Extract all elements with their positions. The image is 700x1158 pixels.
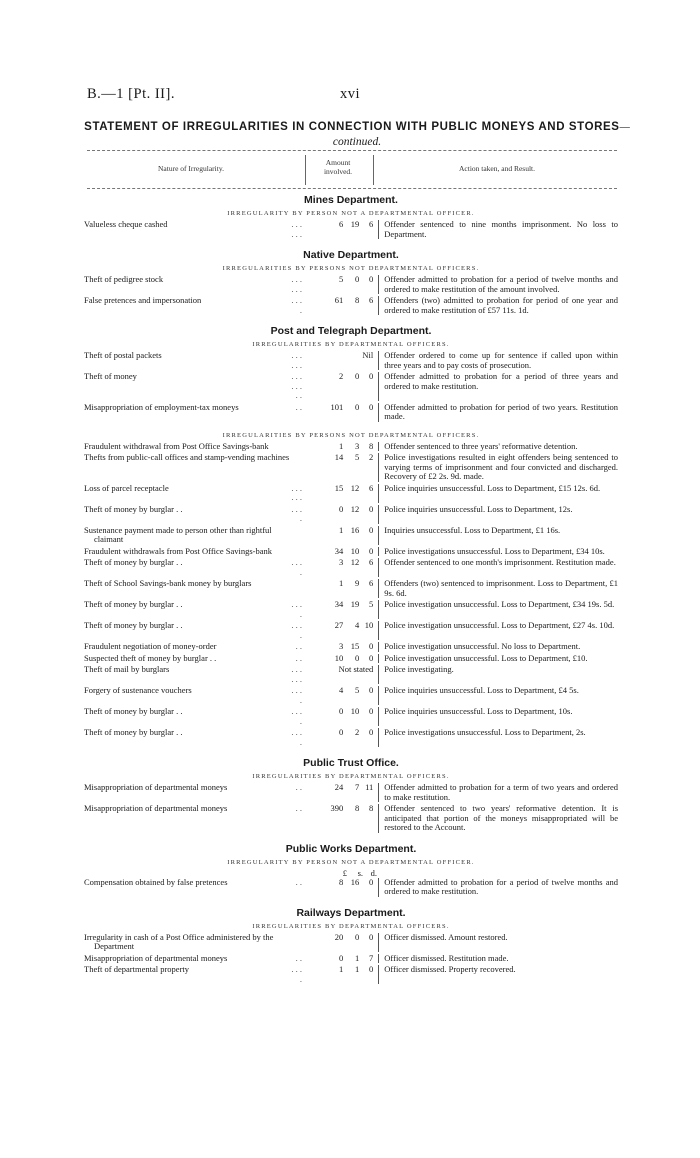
pence-unit: d. bbox=[370, 867, 377, 878]
amount-pounds: 101 bbox=[330, 401, 344, 412]
statement-body bbox=[84, 194, 618, 986]
amount-involved bbox=[302, 442, 379, 452]
irregularity-nature: Theft of mail by burglars bbox=[84, 664, 170, 674]
amount-pounds: 15 bbox=[334, 482, 344, 493]
amount-pence: 0 bbox=[369, 652, 374, 663]
table-row bbox=[84, 558, 618, 577]
leader-dots: . . bbox=[295, 401, 302, 412]
amount-shillings: 19 bbox=[350, 599, 360, 609]
leader-dots: . . . . bbox=[291, 727, 302, 747]
action-result: Police investigation unsuccessful. Loss to Department, £27 4s. 10d. bbox=[384, 620, 615, 630]
amount-pence: 6 bbox=[369, 557, 374, 567]
amount-pounds: 2 bbox=[339, 371, 344, 381]
action-result: Offender admitted to probation for period of two years. Restitution made. bbox=[384, 401, 619, 421]
amount-shillings: 3 bbox=[355, 440, 360, 451]
amount-involved bbox=[302, 654, 379, 664]
action-result: Officer dismissed. Restitution made. bbox=[384, 952, 509, 963]
amount-pounds: 4 bbox=[339, 685, 344, 695]
amount-shillings: 10 bbox=[350, 706, 360, 716]
amount-shillings: 12 bbox=[350, 503, 360, 514]
amount-pounds: 390 bbox=[330, 803, 344, 813]
amount-shillings: 19 bbox=[350, 219, 360, 229]
department-heading: Public Works Department. bbox=[285, 842, 417, 855]
amount-involved bbox=[302, 526, 379, 545]
leader-dots: . . . . bbox=[291, 295, 302, 315]
department-heading: Post and Telegraph Department. bbox=[270, 325, 432, 337]
header-divider bbox=[373, 155, 374, 185]
amount-pence: 0 bbox=[369, 685, 374, 695]
amount-pence: 8 bbox=[369, 803, 374, 813]
amount-pence: 10 bbox=[364, 620, 374, 630]
amount-involved bbox=[302, 296, 379, 315]
irregularity-nature: Theft of money by burglar . . bbox=[84, 620, 183, 630]
leader-dots bbox=[290, 547, 302, 557]
amount-shillings: 0 bbox=[355, 931, 360, 942]
amount-pence: 6 bbox=[369, 578, 374, 588]
amount-pounds: 8 bbox=[339, 876, 344, 887]
action-result: Police inquiries unsuccessful. Loss to Department, 12s. bbox=[384, 503, 573, 514]
amount-involved bbox=[302, 484, 379, 503]
leader-dots: . . . . . . bbox=[291, 219, 302, 239]
table-row bbox=[84, 526, 618, 545]
leader-dots bbox=[290, 579, 302, 598]
amount-involved bbox=[302, 965, 379, 984]
amount-involved bbox=[302, 728, 379, 747]
table-row bbox=[84, 351, 618, 370]
action-result: Offender sentenced to one month's imprisonment. Restitution made. bbox=[384, 557, 616, 567]
table-row bbox=[84, 654, 618, 664]
table-row bbox=[84, 547, 618, 557]
amount-shillings: 4 bbox=[355, 620, 360, 630]
irregularity-nature: False pretences and impersonation bbox=[84, 295, 202, 305]
section-spacer bbox=[84, 317, 618, 325]
table-row bbox=[84, 484, 618, 503]
irregularity-nature: Theft of departmental property bbox=[84, 964, 190, 974]
irregularity-nature: Theft of money by burglar . . bbox=[84, 706, 183, 716]
table-row bbox=[84, 954, 618, 964]
action-result: Officer dismissed. Property recovered. bbox=[384, 964, 516, 974]
amount-pence: 6 bbox=[369, 295, 374, 305]
section-spacer bbox=[84, 241, 618, 249]
leader-dots: . . bbox=[295, 952, 302, 963]
page-number: xvi bbox=[340, 86, 361, 102]
leader-dots: . . . . bbox=[291, 557, 302, 577]
action-result: Offender sentenced to three years' reformative detention. bbox=[384, 440, 578, 451]
action-result: Offender ordered to come up for sentence if called upon within three years and to pay costs of prosecution. bbox=[384, 350, 619, 370]
amount-involved bbox=[302, 579, 379, 598]
leader-dots: . . . . bbox=[291, 706, 302, 726]
leader-dots bbox=[290, 526, 302, 545]
table-row bbox=[84, 665, 618, 684]
table-row bbox=[84, 453, 618, 482]
irregularity-nature: Theft of money bbox=[84, 371, 137, 381]
amount-shillings: 7 bbox=[355, 782, 360, 792]
table-row bbox=[84, 707, 618, 726]
action-result: Offender admitted to probation for a period of twelve months and ordered to make restitution. bbox=[384, 876, 619, 896]
amount-pence: 0 bbox=[369, 931, 374, 942]
amount-pounds: 24 bbox=[334, 782, 344, 792]
irregularity-nature: Thefts from public-call offices and stamp-vending machines bbox=[84, 452, 290, 462]
amount-involved bbox=[302, 642, 379, 652]
action-result: Offender admitted to probation for a term of two years and ordered to make restitution. bbox=[384, 782, 619, 802]
amount-pence: 0 bbox=[369, 727, 374, 737]
amount-pounds: 0 bbox=[339, 727, 344, 737]
amount-involved bbox=[302, 600, 379, 619]
table-row bbox=[84, 275, 618, 294]
amount-involved bbox=[302, 505, 379, 524]
department-heading: Native Department. bbox=[303, 249, 399, 261]
amount-involved bbox=[302, 558, 379, 577]
action-result: Police investigating. bbox=[384, 664, 454, 674]
statement-title bbox=[82, 120, 632, 150]
column-header-amount-line2: involved. bbox=[323, 167, 353, 176]
irregularity-nature: Fraudulent withdrawal from Post Office Savings-bank bbox=[84, 440, 269, 451]
amount-pounds: 5 bbox=[339, 274, 344, 284]
action-result: Offenders (two) sentenced to imprisonment. Loss to Department, £1 9s. 6d. bbox=[384, 578, 619, 598]
irregularity-nature: Forgery of sustenance vouchers bbox=[84, 685, 192, 695]
leader-dots: . . bbox=[295, 782, 302, 792]
action-result: Inquiries unsuccessful. Loss to Department, £1 16s. bbox=[384, 524, 561, 535]
group-heading: IRREGULARITIES BY DEPARTMENTAL OFFICERS. bbox=[252, 341, 450, 348]
action-result: Offender admitted to probation for a period of twelve months and ordered to make restitution of the amount involved. bbox=[384, 274, 619, 294]
table-row bbox=[84, 804, 618, 833]
amount-pounds: 0 bbox=[339, 706, 344, 716]
table-row bbox=[84, 642, 618, 652]
group-heading: IRREGULARITIES BY DEPARTMENTAL OFFICERS. bbox=[252, 922, 450, 930]
leader-dots: . . . . bbox=[291, 599, 302, 619]
leader-dots bbox=[290, 442, 302, 452]
amount-pounds: 1 bbox=[339, 440, 344, 451]
leader-dots: . . bbox=[295, 876, 302, 887]
amount-involved bbox=[302, 621, 379, 640]
action-result: Police investigation unsuccessful. Loss to Department, £10. bbox=[384, 652, 588, 663]
action-result: Police inquiries unsuccessful. Loss to Department, £15 12s. 6d. bbox=[384, 482, 601, 493]
page-reference: B.—1 [Pt. II]. bbox=[87, 86, 175, 102]
table-row bbox=[84, 965, 618, 984]
amount-shillings: 0 bbox=[355, 274, 360, 284]
amount-pounds: 10 bbox=[334, 652, 344, 663]
group-heading: IRREGULARITY BY PERSON NOT A DEPARTMENTAL OFFICER. bbox=[227, 210, 475, 217]
action-result: Offender admitted to probation for a period of three years and ordered to make restitution. bbox=[384, 371, 619, 391]
leader-dots: . . . . . . bbox=[291, 274, 302, 294]
leader-dots: . . bbox=[295, 641, 302, 651]
table-row bbox=[84, 403, 618, 422]
group-heading: IRREGULARITIES BY DEPARTMENTAL OFFICERS. bbox=[252, 773, 450, 780]
amount-pence: 0 bbox=[369, 706, 374, 716]
amount-pence: 6 bbox=[369, 219, 374, 229]
amount-shillings: 12 bbox=[350, 482, 360, 493]
action-result: Police investigation unsuccessful. No loss to Department. bbox=[384, 641, 581, 651]
leader-dots: . . bbox=[295, 803, 302, 813]
amount-pounds: 20 bbox=[334, 931, 344, 942]
leader-dots: . . bbox=[295, 652, 302, 663]
amount-involved bbox=[302, 275, 379, 294]
amount-involved bbox=[302, 707, 379, 726]
column-header-amount-line1: Amount bbox=[325, 158, 351, 167]
header-bottom-rule bbox=[87, 188, 617, 189]
table-row bbox=[84, 505, 618, 524]
amount-shillings: 15 bbox=[350, 641, 360, 651]
group-spacer bbox=[84, 424, 618, 432]
irregularity-nature: Misappropriation of departmental moneys bbox=[84, 952, 228, 963]
leader-dots: . . . . . . bbox=[291, 350, 302, 370]
amount-involved bbox=[302, 878, 379, 897]
leader-dots: . . . . bbox=[291, 503, 302, 523]
amount-shillings: 0 bbox=[355, 371, 360, 381]
leader-dots: . . . . . . bbox=[291, 482, 302, 502]
table-header bbox=[87, 150, 617, 190]
column-header-action: Action taken, and Result. bbox=[458, 164, 536, 173]
table-row bbox=[84, 600, 618, 619]
amount-text: Nil bbox=[362, 350, 374, 360]
department-heading: Railways Department. bbox=[296, 906, 406, 919]
action-result: Police investigations unsuccessful. Loss to Department, £34 10s. bbox=[384, 545, 605, 556]
shillings-unit: s. bbox=[357, 867, 363, 878]
irregularity-nature: Valueless cheque cashed bbox=[84, 219, 168, 229]
amount-pence: 0 bbox=[369, 641, 374, 651]
amount-pence: 7 bbox=[369, 952, 374, 963]
table-row bbox=[84, 579, 618, 598]
amount-involved bbox=[302, 665, 379, 684]
amount-shillings: 16 bbox=[350, 524, 360, 535]
amount-shillings: 5 bbox=[355, 452, 360, 462]
irregularity-nature: Theft of postal packets bbox=[84, 350, 162, 360]
table-row bbox=[84, 878, 618, 897]
irregularity-nature: Fraudulent withdrawals from Post Office Savings-bank bbox=[84, 545, 272, 556]
irregularity-nature: Misappropriation of departmental moneys bbox=[84, 782, 228, 792]
group-heading: IRREGULARITIES BY PERSONS NOT DEPARTMENTAL OFFICERS. bbox=[222, 431, 480, 439]
table-row bbox=[84, 220, 618, 239]
table-row bbox=[84, 728, 618, 747]
department-heading: Public Trust Office. bbox=[303, 757, 399, 769]
action-result: Police investigations unsuccessful. Loss to Department, 2s. bbox=[384, 727, 586, 737]
irregularity-nature: Loss of parcel receptacle bbox=[84, 482, 169, 493]
irregularity-nature: Theft of money by burglar . . bbox=[84, 557, 183, 567]
table-row bbox=[84, 442, 618, 452]
amount-involved bbox=[302, 372, 379, 401]
irregularity-nature: Fraudulent negotiation of money-order bbox=[84, 641, 217, 651]
amount-pounds: 1 bbox=[339, 964, 344, 974]
amount-pounds: 34 bbox=[334, 545, 344, 556]
column-header-nature: Nature of Irregularity. bbox=[158, 164, 224, 173]
amount-involved bbox=[302, 804, 379, 833]
amount-pence: 0 bbox=[369, 876, 374, 887]
amount-pence: 0 bbox=[369, 545, 374, 556]
section-spacer bbox=[84, 899, 618, 907]
amount-pence: 6 bbox=[369, 482, 374, 493]
amount-pounds: 14 bbox=[334, 452, 344, 462]
irregularity-nature: Theft of money by burglar . . bbox=[84, 599, 183, 609]
action-result: Offender sentenced to two years' reformative detention. It is anticipated that portion of the moneys misappropriated will be restored to the Account. bbox=[384, 803, 619, 832]
amount-shillings: 10 bbox=[350, 545, 360, 556]
leader-dots: . . . . bbox=[291, 685, 302, 705]
amount-shillings: 9 bbox=[355, 578, 360, 588]
action-result: Offender sentenced to nine months imprisonment. No loss to Department. bbox=[384, 219, 619, 239]
amount-involved bbox=[302, 933, 379, 952]
amount-pence: 0 bbox=[369, 503, 374, 514]
action-result: Offenders (two) admitted to probation for period of one year and ordered to make restitution of £57 11s. 1d. bbox=[384, 295, 619, 315]
leader-dots: . . . . . . . . bbox=[291, 371, 302, 400]
amount-involved bbox=[302, 783, 379, 802]
amount-pence: 0 bbox=[369, 274, 374, 284]
amount-shillings: 0 bbox=[355, 401, 360, 412]
leader-dots: . . . . . . bbox=[291, 664, 302, 684]
amount-pence: 0 bbox=[369, 371, 374, 381]
irregularity-nature: Theft of pedigree stock bbox=[84, 274, 164, 284]
section-spacer bbox=[84, 749, 618, 757]
amount-shillings: 16 bbox=[350, 876, 360, 887]
table-row bbox=[84, 621, 618, 640]
leader-dots: . . . . bbox=[291, 964, 302, 984]
amount-pounds: 1 bbox=[339, 524, 344, 535]
amount-shillings: 8 bbox=[355, 295, 360, 305]
action-result: Police investigation unsuccessful. Loss to Department, £34 19s. 5d. bbox=[384, 599, 615, 609]
table-row bbox=[84, 783, 618, 802]
amount-pounds: 27 bbox=[334, 620, 344, 630]
amount-involved bbox=[302, 351, 379, 370]
amount-shillings: 2 bbox=[355, 727, 360, 737]
amount-pounds: 0 bbox=[339, 952, 344, 963]
irregularity-nature: Irregularity in cash of a Post Office administered by the Department bbox=[84, 931, 274, 951]
amount-pounds: 0 bbox=[339, 503, 344, 514]
amount-shillings: 0 bbox=[355, 652, 360, 663]
amount-shillings: 12 bbox=[350, 557, 360, 567]
amount-pence: 0 bbox=[369, 964, 374, 974]
amount-involved bbox=[302, 403, 379, 422]
amount-pounds: 6 bbox=[339, 219, 344, 229]
amount-pence: 11 bbox=[365, 782, 374, 792]
irregularity-nature: Misappropriation of employment-tax moneys bbox=[84, 401, 239, 412]
amount-shillings: 1 bbox=[355, 952, 360, 963]
table-row bbox=[84, 686, 618, 705]
statement-title-text: STATEMENT OF IRREGULARITIES IN CONNECTION WITH PUBLIC MONEYS AND STORES bbox=[84, 121, 620, 133]
amount-pounds: 34 bbox=[334, 599, 344, 609]
pounds-unit: £ bbox=[342, 867, 347, 878]
irregularity-nature: Suspected theft of money by burglar . . bbox=[84, 652, 217, 663]
action-result: Police inquiries unsuccessful. Loss to Department, £4 5s. bbox=[384, 685, 579, 695]
amount-involved bbox=[302, 453, 379, 482]
statement-title-suffix: —continued. bbox=[332, 121, 630, 148]
amount-shillings: 1 bbox=[355, 964, 360, 974]
irregularity-nature: Misappropriation of departmental moneys bbox=[84, 803, 228, 813]
amount-involved bbox=[302, 954, 379, 964]
amount-text: Not stated bbox=[338, 664, 374, 674]
action-result: Police investigations resulted in eight offenders being sentenced to varying terms of imprisonment and four convicted and discharged. Recovery of £2 2s. 9d. made. bbox=[384, 452, 619, 481]
leader-dots bbox=[290, 453, 302, 482]
table-row bbox=[84, 372, 618, 401]
leader-dots bbox=[290, 933, 302, 952]
amount-involved bbox=[302, 686, 379, 705]
irregularity-nature: Theft of School Savings-bank money by burglars bbox=[84, 578, 252, 588]
table-row bbox=[84, 296, 618, 315]
irregularity-nature: Theft of money by burglar . . bbox=[84, 727, 183, 737]
action-result: Police inquiries unsuccessful. Loss to Department, 10s. bbox=[384, 706, 573, 716]
amount-pence: 0 bbox=[369, 524, 374, 535]
amount-shillings: 8 bbox=[355, 803, 360, 813]
irregularity-nature: Compensation obtained by false pretences bbox=[84, 876, 228, 887]
group-heading: IRREGULARITIES BY PERSONS NOT DEPARTMENTAL OFFICERS. bbox=[222, 265, 480, 272]
amount-pounds: 61 bbox=[334, 295, 344, 305]
amount-pence: 8 bbox=[369, 440, 374, 451]
amount-shillings: 5 bbox=[355, 685, 360, 695]
amount-pence: 0 bbox=[369, 401, 374, 412]
column-header-amount bbox=[305, 158, 371, 176]
action-result: Officer dismissed. Amount restored. bbox=[384, 931, 508, 942]
section-spacer bbox=[84, 835, 618, 843]
amount-involved bbox=[302, 220, 379, 239]
amount-pounds: 3 bbox=[339, 557, 344, 567]
department-heading: Mines Department. bbox=[304, 194, 398, 206]
amount-pounds: 3 bbox=[339, 641, 344, 651]
amount-pounds: 1 bbox=[339, 578, 344, 588]
header-top-rule bbox=[87, 150, 617, 151]
irregularity-nature: Theft of money by burglar . . bbox=[84, 503, 183, 514]
group-heading: IRREGULARITY BY PERSON NOT A DEPARTMENTAL OFFICER. bbox=[227, 858, 475, 866]
irregularity-nature: Sustenance payment made to person other than rightful claimant bbox=[84, 524, 272, 544]
amount-pence: 2 bbox=[369, 452, 374, 462]
leader-dots: . . . . bbox=[291, 620, 302, 640]
amount-pence: 5 bbox=[369, 599, 374, 609]
table-row bbox=[84, 933, 618, 952]
amount-involved bbox=[302, 547, 379, 557]
